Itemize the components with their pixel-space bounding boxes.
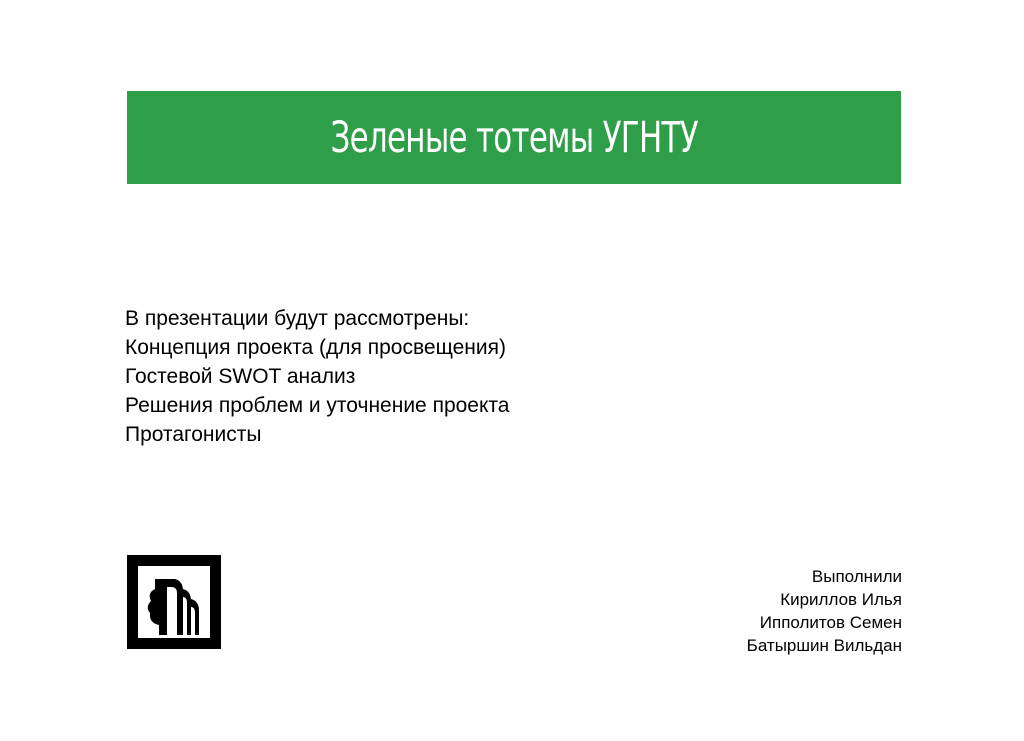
university-logo-icon xyxy=(127,555,221,649)
agenda-item: Гостевой SWOT анализ xyxy=(125,365,356,388)
author-name: Батыршин Вильдан xyxy=(746,636,902,655)
agenda-list xyxy=(125,304,725,449)
authors-heading: Выполнили xyxy=(811,567,902,586)
agenda-item: Концепция проекта (для просвещения) xyxy=(125,336,506,359)
author-name: Кириллов Илья xyxy=(780,590,902,609)
authors-list xyxy=(582,565,902,657)
slide-title: Зеленые тотемы УГНТУ xyxy=(330,112,698,163)
author-name: Ипполитов Семен xyxy=(759,613,902,632)
agenda-item: Протагонисты xyxy=(125,423,262,446)
title-banner xyxy=(127,91,901,184)
agenda-heading: В презентации будут рассмотрены: xyxy=(125,307,470,330)
agenda-item: Решения проблем и уточнение проекта xyxy=(125,394,510,417)
